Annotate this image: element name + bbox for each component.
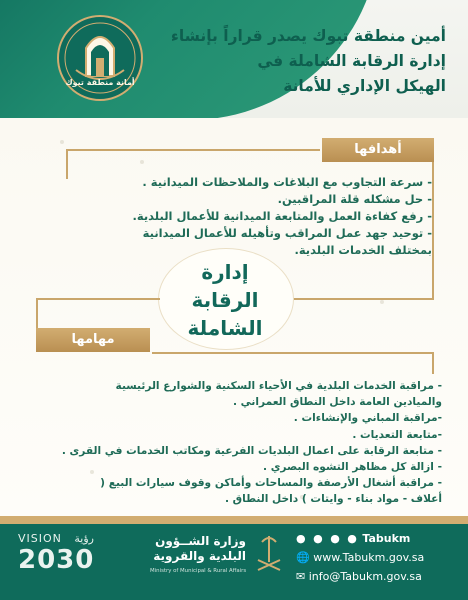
title-line-3: الهيكل الإداري للأمانة (283, 77, 446, 95)
list-item: - متابعة الرقابة على اعمال البلديات الفرعية ومكاتب الخدمات في القرى . (61, 444, 442, 457)
list-item: بمختلف الخدمات البلدية. (294, 243, 432, 257)
list-item: أعلاف - مواد بناء - وايتات ) داخل النطاق . (224, 493, 442, 506)
vision-label: VISION (18, 532, 62, 545)
goals-line-right (432, 149, 434, 299)
website-row (296, 551, 424, 564)
goals-line-bottom (292, 298, 434, 300)
list-item: - رفع كفاءة العمل والمتابعة الميدانية للأعمال البلدية. (132, 209, 432, 223)
goals-line-left (66, 149, 68, 179)
center-line-1: إدارة (201, 260, 249, 284)
ministry-emblem-icon (252, 532, 286, 582)
tasks-tag: مهامها (36, 328, 150, 352)
email-row (296, 570, 422, 583)
goals-tag: أهدافها (322, 138, 434, 162)
globe-icon: 🌐 (296, 551, 310, 564)
logo-caption: أمانة منطقة تبوك (65, 78, 135, 87)
ministry-en: Ministry of Municipal & Rural Affairs (150, 568, 247, 574)
social-icons: ● ● ● ● (296, 532, 359, 545)
center-line-2: الرقابة (191, 288, 259, 312)
footer-gold-strip (0, 516, 468, 524)
title-line-1: أمين منطقة تبوك يصدر قراراً بإنشاء (170, 27, 446, 45)
decor-dot (140, 160, 144, 164)
tasks-line-top (36, 298, 160, 300)
email-icon: ✉ (296, 570, 306, 583)
social-row (296, 532, 410, 545)
decor-dot (60, 140, 64, 144)
header (0, 0, 468, 118)
list-item: -مراقبة المباني والإنشاءات . (293, 412, 442, 425)
vision-ar: رؤية (74, 532, 94, 545)
center-title (158, 258, 292, 342)
ministry-line-2: البلدية والقروية (153, 549, 246, 563)
list-item: - توحيد جهد عمل المراقب وتأهيله للأعمال الميدانية (142, 226, 432, 240)
page-title (146, 24, 446, 99)
tasks-line-right (432, 352, 434, 374)
tasks-list (62, 378, 442, 508)
list-item: - مراقبة الخدمات البلدية في الأحياء السكنية والشوارع الرئيسية (115, 380, 442, 392)
list-item: - مراقبة أشغال الأرصفة والمساحات وأماكن وقوف سيارات البيع ( (100, 477, 442, 490)
social-handle[interactable]: Tabukm (362, 532, 411, 545)
list-item: - ازالة كل مظاهر التشوه البصري . (262, 461, 442, 474)
vision-2030-logo (18, 532, 94, 575)
decor-dot (380, 300, 384, 304)
tasks-line-mid (152, 352, 432, 354)
list-item: -متابعة التعديات . (352, 428, 442, 441)
center-line-3: الشاملة (187, 316, 263, 340)
ministry-name (150, 534, 246, 564)
vision-year: 2030 (18, 545, 95, 575)
website-link[interactable]: www.Tabukm.gov.sa (313, 551, 425, 564)
amana-logo-icon (56, 14, 144, 102)
title-line-2: إدارة الرقابة الشاملة في (257, 52, 446, 70)
list-item: والميادين العامة داخل النطاق العمراني . (232, 396, 442, 409)
list-item: - حل مشكله قلة المراقبين. (277, 192, 432, 206)
ministry-line-1: وزارة الشــؤون (155, 534, 246, 548)
goals-list (133, 174, 433, 259)
goals-line-top (66, 149, 320, 151)
email-link[interactable]: info@Tabukm.gov.sa (308, 570, 422, 583)
list-item: - سرعة التجاوب مع البلاغات والملاحظات الميدانية . (142, 175, 432, 189)
